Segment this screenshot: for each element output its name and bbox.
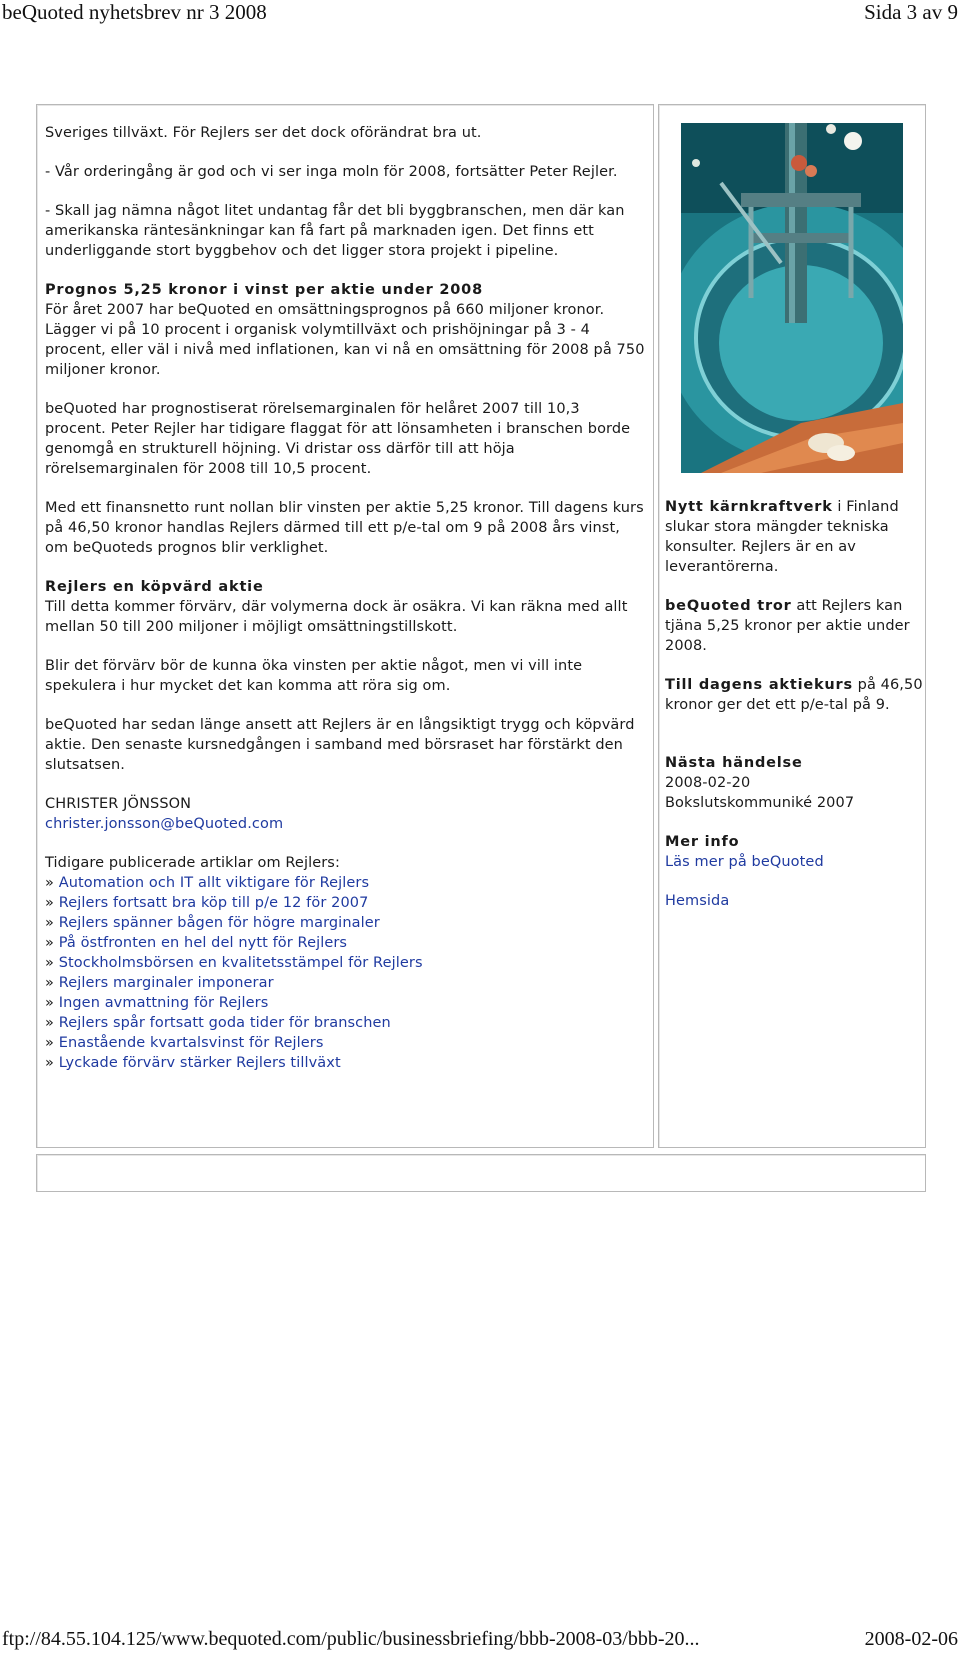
list-item: » Stockholmsbörsen en kvalitetsstämpel för Rejlers — [45, 955, 423, 971]
header-page-number: Sida 3 av 9 — [864, 0, 958, 24]
paragraph: Till detta kommer förvärv, där volymerna dock är osäkra. Vi kan räkna med allt mellan 50 till 200 miljoner i möjligt omsättningstillskott. — [45, 599, 628, 635]
reactor-illustration — [681, 123, 903, 473]
header-title: beQuoted nyhetsbrev nr 3 2008 — [2, 0, 267, 24]
section-kopvard — [45, 577, 645, 637]
list-item: » Lyckade förvärv stärker Rejlers tillväxt — [45, 1055, 341, 1071]
article-link[interactable]: Rejlers marginaler imponerar — [58, 975, 274, 991]
paragraph: - Vår orderingång är god och vi ser inga moln för 2008, fortsätter Peter Rejler. — [45, 164, 618, 180]
pe-note: Till dagens aktiekurs på 46,50 kronor ger det ett p/e-tal på 9. — [665, 677, 923, 713]
list-item: » Rejlers spår fortsatt goda tider för branschen — [45, 1015, 391, 1031]
section-heading: Rejlers en köpvärd aktie — [45, 579, 264, 595]
page-footer — [0, 1628, 960, 1654]
reactor-photo — [681, 123, 903, 473]
article-link[interactable]: Rejlers fortsatt bra köp till p/e 12 för 2007 — [58, 895, 369, 911]
article-link[interactable]: Enastående kvartalsvinst för Rejlers — [58, 1035, 324, 1051]
sidebar-column — [658, 104, 926, 1148]
section-prognos — [45, 280, 645, 380]
paragraph: beQuoted har sedan länge ansett att Rejlers är en långsiktigt trygg och köpvärd aktie. Den senaste kursnedgången i samband med börsraset har förstärkt den slutsatsen. — [45, 717, 635, 773]
next-event — [665, 753, 923, 813]
paragraph: För året 2007 har beQuoted en omsättningsprognos på 660 miljoner kronor. Lägger vi på 10 procent i organisk volymtillväxt och prishöjningar på 3 - 4 procent, eller väl i nivå med inflationen, kan vi nå en omsättning för 2008 på 750 miljoner kronor. — [45, 302, 645, 378]
article-link[interactable]: Stockholmsbörsen en kvalitetsstämpel för Rejlers — [58, 955, 423, 971]
list-item: » Rejlers marginaler imponerar — [45, 975, 274, 991]
author-email-link[interactable]: christer.jonsson@beQuoted.com — [45, 816, 284, 832]
next-event-date: 2008-02-20 — [665, 775, 751, 791]
page-header — [0, 0, 960, 30]
more-info-title: Mer info — [665, 834, 740, 850]
article-link[interactable]: Rejlers spår fortsatt goda tider för branschen — [58, 1015, 391, 1031]
sidebar-text — [665, 497, 923, 930]
paragraph: beQuoted har prognostiserat rörelsemarginalen för helåret 2007 till 10,3 procent. Peter Rejler har tidigare flaggat för att lönsamheten i branschen borde genomgå en strukturell höjning. Vi dristar oss därför till att höja rörelsemarginalen för 2008 till 10,5 procent. — [45, 401, 631, 477]
article-link[interactable]: Ingen avmattning för Rejlers — [58, 995, 269, 1011]
empty-footer-box — [36, 1154, 926, 1192]
list-item: » Ingen avmattning för Rejlers — [45, 995, 269, 1011]
forecast-note: beQuoted tror att Rejlers kan tjäna 5,25 kronor per aktie under 2008. — [665, 598, 910, 654]
article-link[interactable]: Rejlers spänner bågen för högre marginaler — [58, 915, 380, 931]
paragraph: Med ett finansnetto runt nollan blir vinsten per aktie 5,25 kronor. Till dagens kurs på 46,50 kronor handlas Rejlers därmed till ett p/e-tal om 9 på 2008 års vinst, om beQuoteds prognos blir verklighet. — [45, 500, 644, 556]
next-event-name: Bokslutskommuniké 2007 — [665, 795, 855, 811]
photo-caption: Nytt kärnkraftverk i Finland slukar stora mängder tekniska konsulter. Rejlers är en av leverantörerna. — [665, 499, 899, 575]
list-item: » Rejlers fortsatt bra köp till p/e 12 för 2007 — [45, 895, 369, 911]
article-link[interactable]: Lyckade förvärv stärker Rejlers tillväxt — [58, 1055, 341, 1071]
homepage-link[interactable]: Hemsida — [665, 893, 730, 909]
author-name: CHRISTER JÖNSSON — [45, 796, 192, 812]
more-info — [665, 832, 923, 872]
list-item: » Automation och IT allt viktigare för Rejlers — [45, 875, 370, 891]
byline — [45, 794, 645, 834]
footer-date: 2008-02-06 — [864, 1628, 958, 1650]
next-event-title: Nästa händelse — [665, 755, 803, 771]
list-item: » Enastående kvartalsvinst för Rejlers — [45, 1035, 324, 1051]
article-column — [36, 104, 654, 1148]
paragraph: - Skall jag nämna något litet undantag får det bli byggbranschen, men där kan amerikanska räntesänkningar kan få fart på marknaden igen. Det finns ett underliggande stort byggbehov och det ligger stora projekt i pipeline. — [45, 203, 625, 259]
footer-url: ftp://84.55.104.125/www.bequoted.com/public/businessbriefing/bbb-2008-03/bbb-20... — [2, 1628, 700, 1650]
article-link[interactable]: Automation och IT allt viktigare för Rejlers — [58, 875, 370, 891]
read-more-link[interactable]: Läs mer på beQuoted — [665, 854, 824, 870]
paragraph: Blir det förvärv bör de kunna öka vinsten per aktie något, men vi vill inte spekulera i hur mycket det kan komma att röra sig om. — [45, 658, 583, 694]
paragraph: Sveriges tillväxt. För Rejlers ser det dock oförändrat bra ut. — [45, 125, 482, 141]
earlier-articles-label: Tidigare publicerade artiklar om Rejlers: — [45, 855, 340, 871]
homepage — [665, 891, 923, 911]
section-heading: Prognos 5,25 kronor i vinst per aktie under 2008 — [45, 282, 483, 298]
earlier-articles — [45, 853, 645, 1073]
article-body — [45, 123, 645, 1073]
list-item: » På östfronten en hel del nytt för Rejlers — [45, 935, 348, 951]
list-item: » Rejlers spänner bågen för högre marginaler — [45, 915, 380, 931]
article-link[interactable]: På östfronten en hel del nytt för Rejlers — [58, 935, 348, 951]
